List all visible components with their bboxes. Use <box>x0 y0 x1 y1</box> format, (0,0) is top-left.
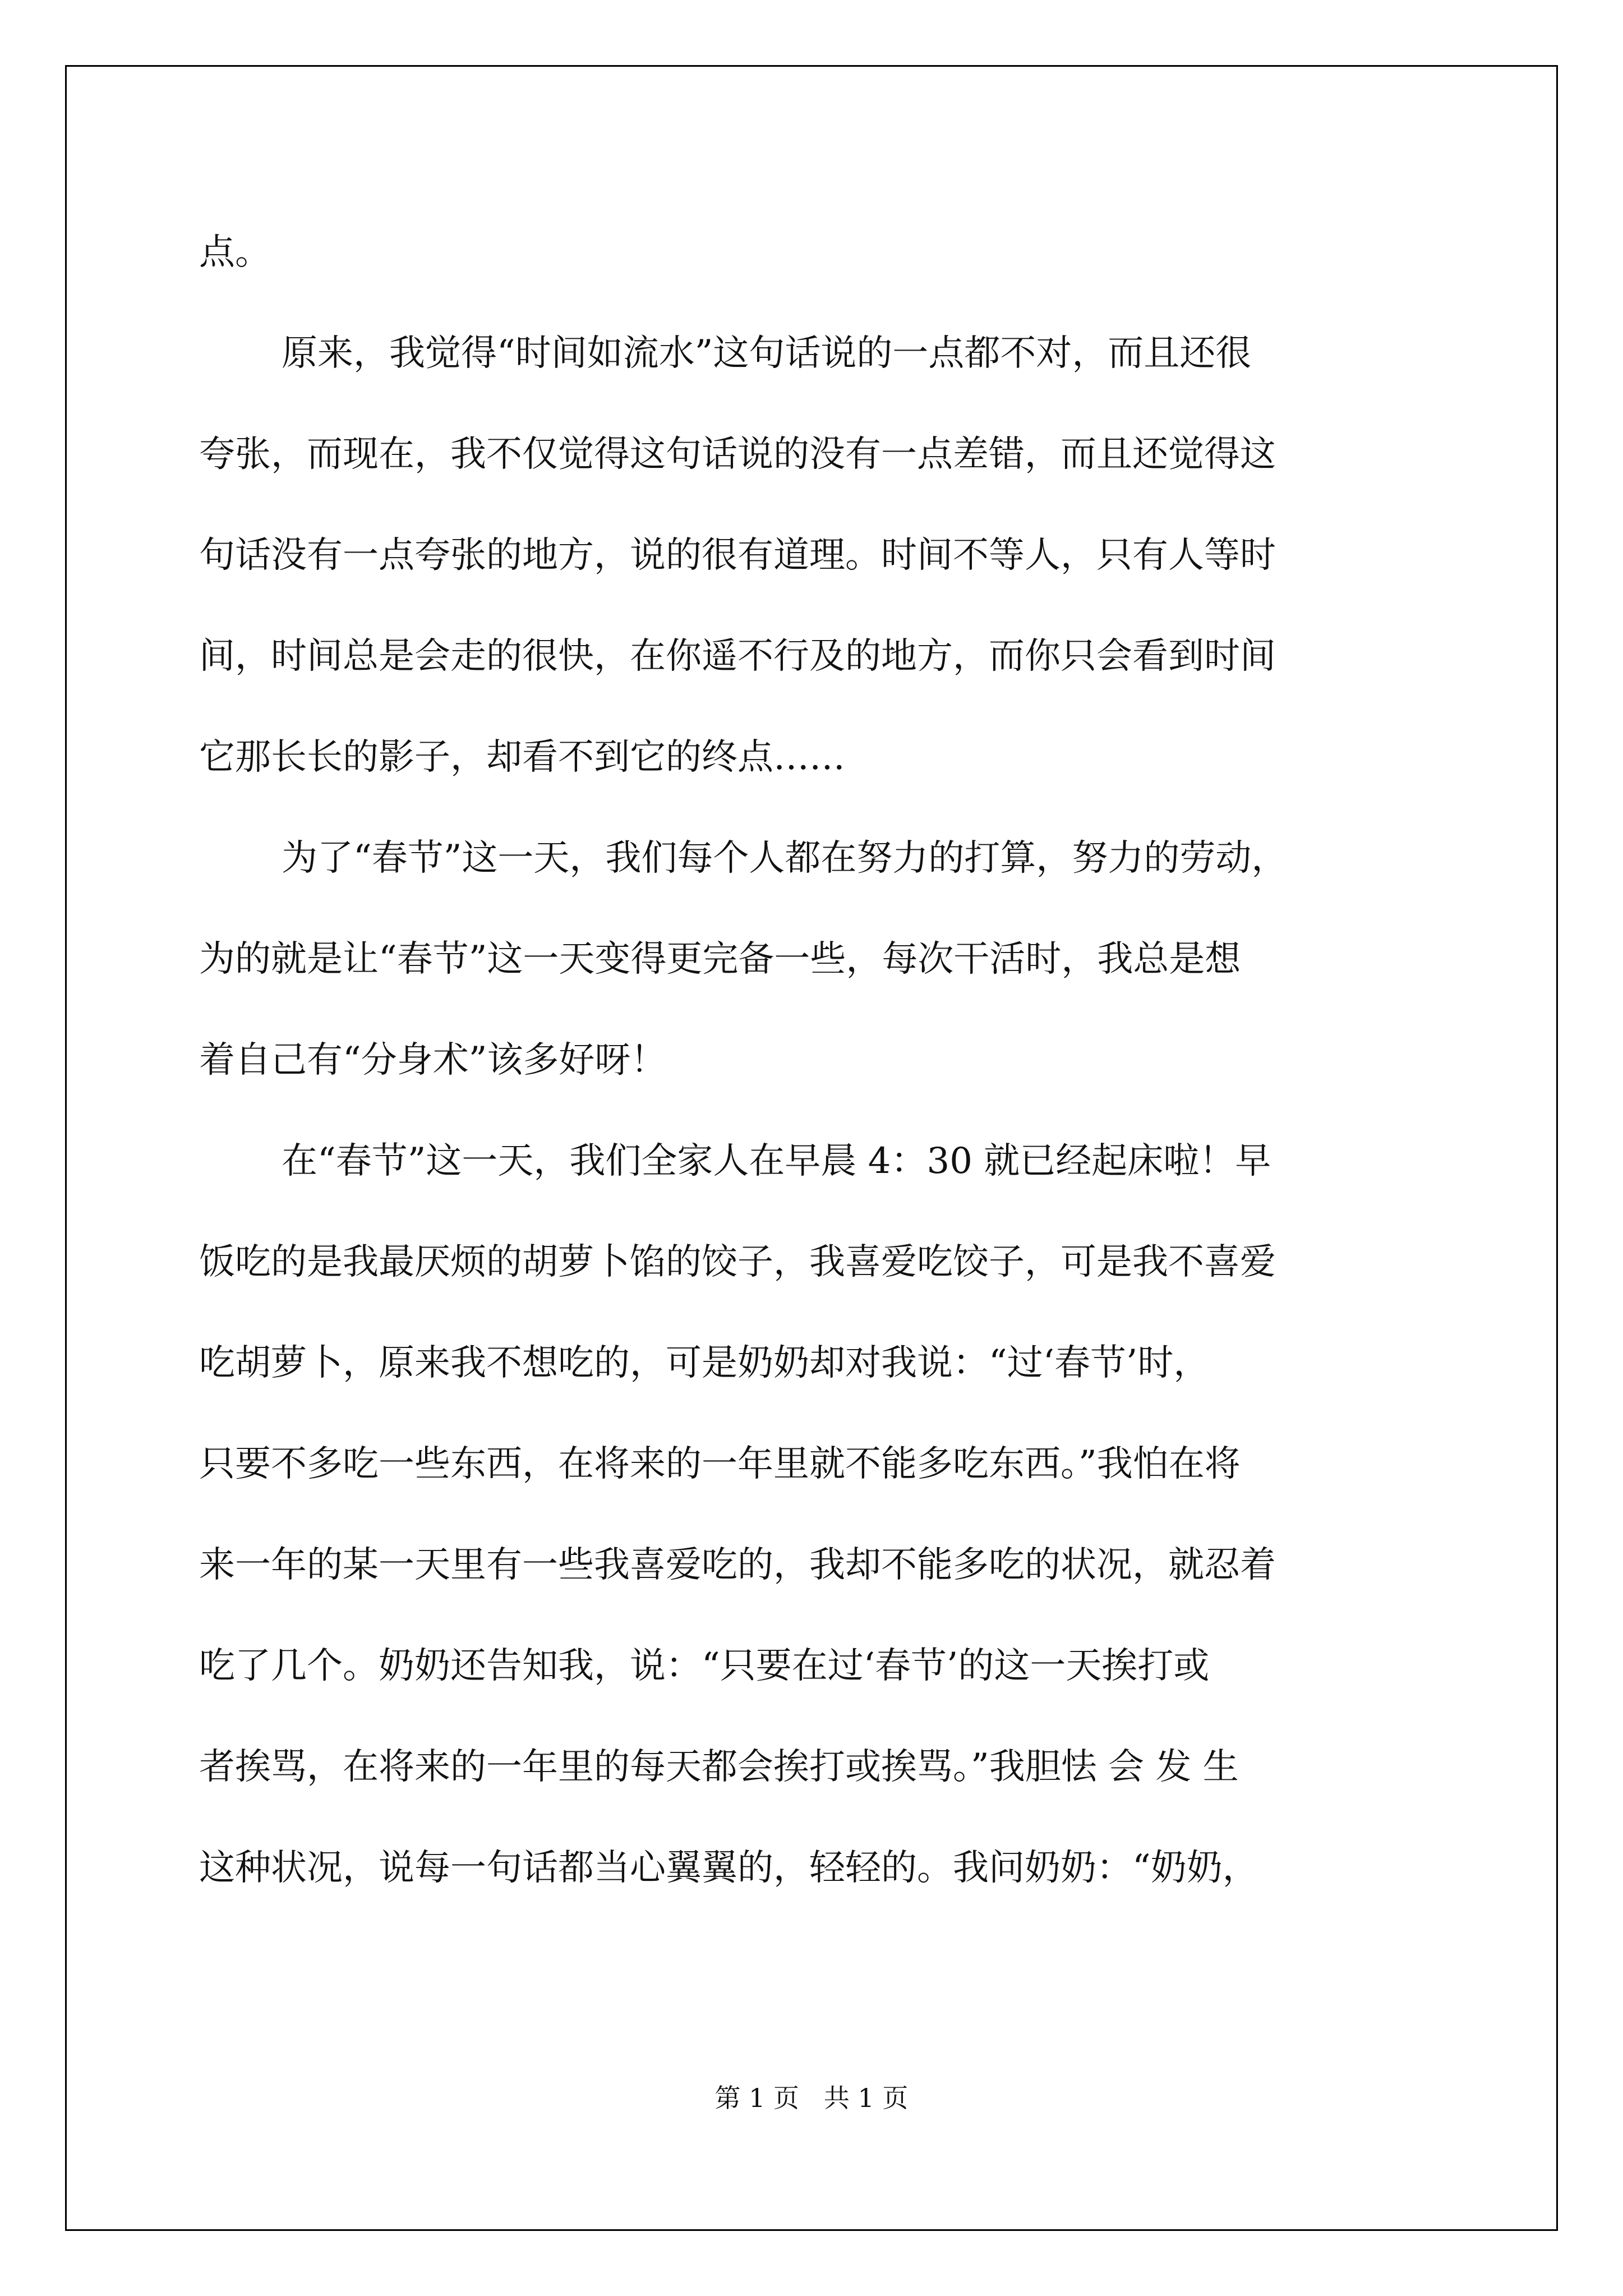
text-line: 者挨骂，在将来的一年里的每天都会挨打或挨骂。”我胆怯 会 发 生 <box>199 1746 1239 1788</box>
page-number-footer: 第 1 页 共 1 页 <box>714 2083 909 2113</box>
text-line: 间，时间总是会走的很快，在你遥不行及的地方，而你只会看到时间 <box>199 636 1276 677</box>
text-line: 为的就是让“春节”这一天变得更完备一些，每次干活时，我总是想 <box>199 938 1241 980</box>
text-line: 吃了几个。奶奶还告知我，说：“只要在过‘春节’的这一天挨打或 <box>199 1645 1210 1687</box>
text-line: 夸张，而现在，我不仅觉得这句话说的没有一点差错，而且还觉得这 <box>199 434 1276 475</box>
document-body <box>199 222 1424 1938</box>
text-line: 点。 <box>199 232 271 273</box>
paragraph-start-line: 在“春节”这一天，我们全家人在早晨 4：30 就已经起床啦！早 <box>282 1140 1271 1182</box>
text-line: 吃胡萝卜，原来我不想吃的，可是奶奶却对我说：“过‘春节’时， <box>199 1342 1210 1384</box>
text-line: 这种状况，说每一句话都当心翼翼的，轻轻的。我问奶奶：“奶奶， <box>199 1847 1258 1889</box>
text-line: 句话没有一点夸张的地方，说的很有道理。时间不等人，只有人等时 <box>199 535 1276 576</box>
paragraph-start-line: 为了“春节”这一天，我们每个人都在努力的打算，努力的劳动， <box>282 838 1288 879</box>
text-line: 只要不多吃一些东西，在将来的一年里就不能多吃东西。”我怕在将 <box>199 1443 1241 1485</box>
text-line: 来一年的某一天里有一些我喜爱吃的，我却不能多吃的状况，就忍着 <box>199 1544 1276 1586</box>
text-line: 着自己有“分身术”该多好呀！ <box>199 1039 667 1081</box>
text-line: 它那长长的影子，却看不到它的终点…… <box>199 737 845 778</box>
paragraph-start-line: 原来，我觉得“时间如流水”这句话说的一点都不对，而且还很 <box>282 333 1252 374</box>
text-line: 饭吃的是我最厌烦的胡萝卜馅的饺子，我喜爱吃饺子，可是我不喜爱 <box>199 1241 1276 1283</box>
